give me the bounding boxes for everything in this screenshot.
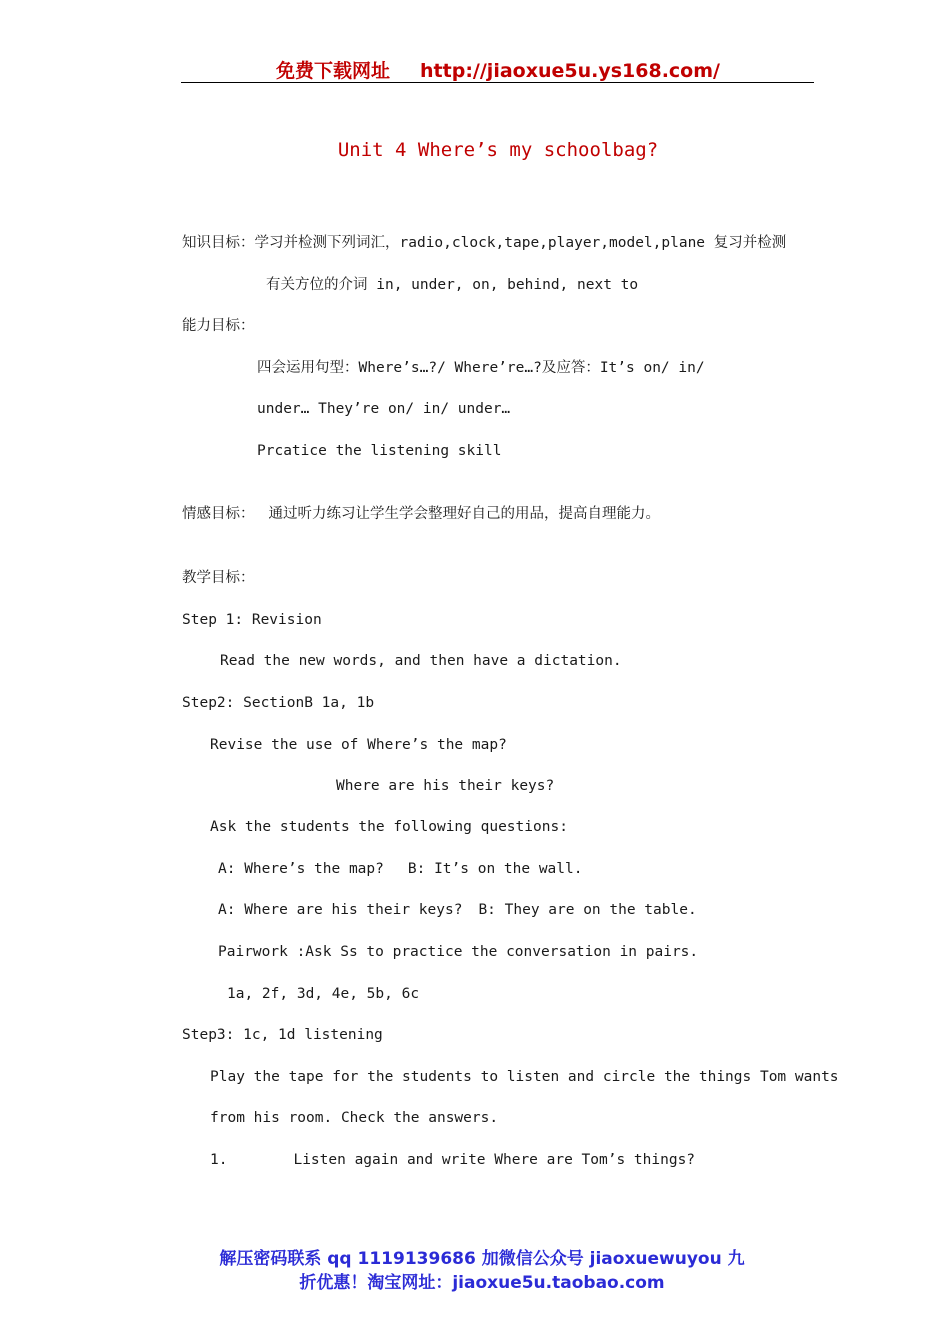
ability-line-1: 四会运用句型：Where’s…?/ Where’re…?及应答：It’s on/ in/ <box>257 360 705 376</box>
ability-line-3: Prcatice the listening skill <box>257 443 502 459</box>
knowledge-text: 学习并检测下列词汇，radio,clock,tape,player,model,plane 复习并检测 <box>254 235 787 251</box>
step3-text-1: Play the tape for the students to listen and circle the things Tom wants <box>210 1069 839 1085</box>
site-header <box>182 56 814 83</box>
dialog-1-b: B: It’s on the wall. <box>407 861 583 877</box>
step2-revise-2: Where are his their keys? <box>336 778 555 794</box>
step3-item-text: Listen again and write Where are Tom’s things? <box>293 1152 696 1168</box>
knowledge-label: 知识目标： <box>182 235 255 251</box>
dialog-2-b: B: They are on the table. <box>478 902 697 918</box>
emotion-objective <box>182 505 660 523</box>
step2-revise: Revise the use of Where’s the map? <box>210 737 507 753</box>
dialog-1-a: A: Where’s the map? <box>218 861 384 877</box>
dialog-2 <box>218 901 697 919</box>
page-title: Unit 4 Where’s my schoolbag? <box>337 139 659 161</box>
ability-line-2: under… They’re on/ in/ under… <box>257 401 511 417</box>
dialog-1 <box>218 860 582 878</box>
emotion-text: 通过听力练习让学生学会整理好自己的用品，提高自理能力。 <box>268 506 660 522</box>
step3-item <box>210 1151 695 1169</box>
header-divider <box>181 82 814 83</box>
knowledge-text-cont: 有关方位的介词 in, under, on, behind, next to <box>266 277 639 293</box>
knowledge-objective <box>182 234 786 252</box>
ability-label: 能力目标： <box>182 318 255 334</box>
emotion-label: 情感目标： <box>182 506 255 522</box>
step1-title: Step 1: Revision <box>182 612 322 628</box>
step3-item-number: 1. <box>210 1152 228 1168</box>
teaching-label: 教学目标： <box>182 570 255 586</box>
pairwork: Pairwork :Ask Ss to practice the conversation in pairs. <box>218 944 699 960</box>
footer-line-2: 折优惠！淘宝网址：jiaoxue5u.taobao.com <box>299 1273 665 1293</box>
answers: 1a, 2f, 3d, 4e, 5b, 6c <box>227 986 420 1002</box>
header-label: 免费下载网址 <box>276 60 391 82</box>
step2-ask: Ask the students the following questions: <box>210 819 568 835</box>
footer-line-1: 解压密码联系 qq 1119139686 加微信公众号 jiaoxuewuyou 九 <box>219 1249 745 1269</box>
step1-text: Read the new words, and then have a dictation. <box>220 653 622 669</box>
step2-title: Step2: SectionB 1a, 1b <box>182 695 375 711</box>
dialog-2-a: A: Where are his their keys? <box>218 902 463 918</box>
header-url[interactable]: http://jiaoxue5u.ys168.com/ <box>420 60 720 82</box>
step3-text-2: from his room. Check the answers. <box>210 1110 499 1126</box>
step3-title: Step3: 1c, 1d listening <box>182 1027 383 1043</box>
